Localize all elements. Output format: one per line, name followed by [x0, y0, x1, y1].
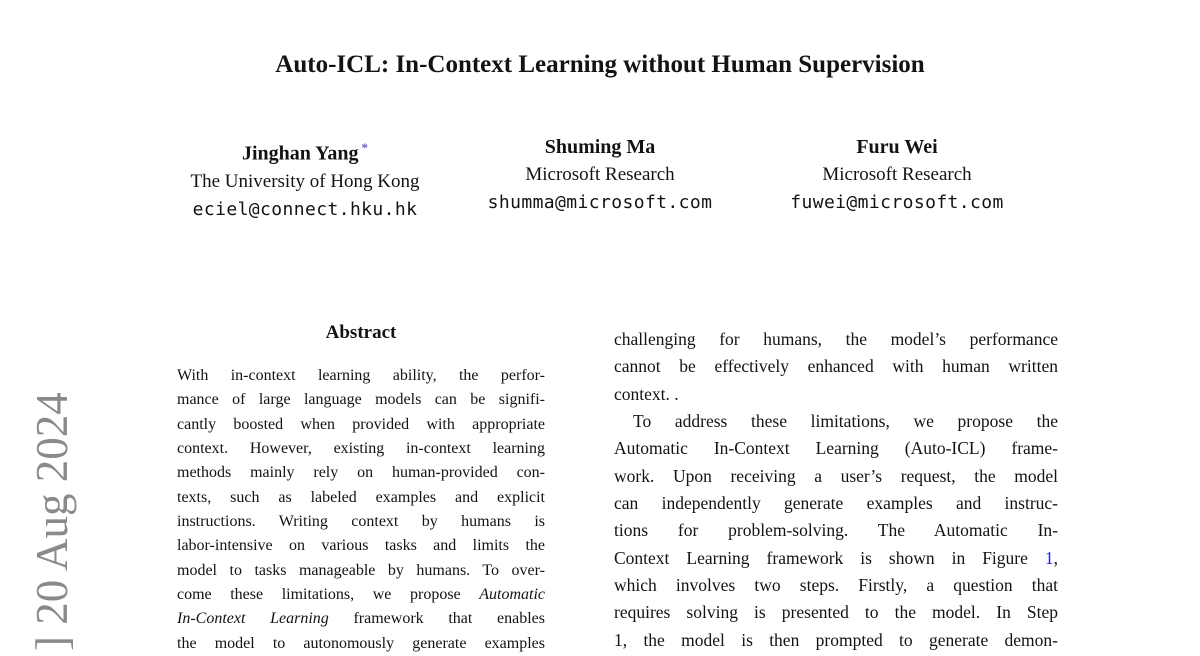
arxiv-date-stamp: ] 20 Aug 2024 — [27, 392, 77, 651]
text-line — [177, 534, 545, 558]
author-name-text: Shuming Ma — [544, 136, 656, 158]
text-line — [614, 599, 1058, 626]
text-line — [177, 583, 545, 607]
author-name — [755, 135, 1039, 160]
text-line — [614, 572, 1058, 599]
author-name-text: Jinghan Yang — [241, 142, 359, 165]
author-email: shumma@microsoft.com — [487, 192, 713, 213]
text-segment: instructions. Writing context by humans is — [177, 513, 545, 531]
text-segment: the model to autonomously generate examples — [177, 634, 545, 652]
text-line — [177, 413, 545, 437]
text-line — [177, 607, 545, 631]
text-segment: challenging for humans, the model’s performance — [614, 329, 1058, 349]
text-segment: texts, such as labeled examples and explicit — [177, 488, 545, 506]
text-segment: context. . — [614, 383, 679, 404]
text-segment: cantly boosted when provided with appropriate — [177, 415, 545, 433]
body-text-column-right — [614, 326, 1058, 654]
author-affiliation: Microsoft Research — [525, 164, 675, 185]
text-segment: come these limitations, we propose — [177, 586, 480, 604]
author-name — [143, 135, 467, 167]
text-segment: work. Upon receiving a user’s request, the model — [614, 465, 1058, 486]
text-line — [614, 545, 1058, 572]
text-segment: framework that enables — [328, 610, 545, 628]
text-line — [614, 627, 1058, 654]
author-name — [458, 135, 742, 160]
author-block — [143, 135, 467, 224]
text-segment: Automatic — [479, 586, 545, 604]
text-segment: tions for problem-solving. The Automatic In- — [614, 520, 1058, 541]
text-line — [614, 463, 1058, 490]
text-line — [177, 486, 545, 510]
text-segment: labor-intensive on various tasks and limits the — [177, 537, 545, 555]
text-segment: Automatic In-Context Learning (Auto-ICL) frame- — [614, 438, 1058, 459]
paper-title: Auto-ICL: In-Context Learning without Human Supervision — [275, 51, 925, 78]
author-email: fuwei@microsoft.com — [790, 192, 1004, 213]
text-line — [614, 435, 1058, 462]
text-line — [177, 559, 545, 583]
text-segment: can independently generate examples and instruc- — [614, 493, 1058, 514]
text-segment: In-Context Learning — [177, 610, 329, 628]
author-name-text: Furu Wei — [856, 136, 938, 158]
text-line — [614, 408, 1058, 435]
text-line — [177, 388, 545, 412]
author-block — [458, 135, 742, 217]
text-line — [614, 326, 1058, 353]
abstract-heading: Abstract — [325, 322, 397, 343]
text-segment: model to tasks manageable by humans. To over- — [177, 561, 545, 579]
text-segment: Context Learning framework is shown in Figure — [614, 547, 1045, 568]
text-segment: mance of large language models can be signifi- — [177, 391, 545, 409]
text-segment: cannot be effectively enhanced with human written — [614, 356, 1058, 377]
author-block — [755, 135, 1039, 217]
text-segment: With in-context learning ability, the perfor- — [177, 367, 545, 384]
text-segment: context. However, existing in-context learning — [177, 440, 545, 458]
text-line — [177, 461, 545, 485]
abstract-text-column — [177, 364, 545, 656]
text-line — [177, 364, 545, 388]
text-segment: 1, the model is then prompted to generate demon- — [614, 629, 1058, 650]
text-line — [177, 510, 545, 534]
text-line — [177, 437, 545, 461]
author-affiliation: The University of Hong Kong — [190, 170, 420, 192]
text-segment: , — [1053, 547, 1058, 568]
text-line — [177, 632, 545, 656]
author-email: eciel@connect.hku.hk — [192, 198, 418, 220]
text-line — [614, 517, 1058, 544]
text-segment: To address these limitations, we propose the — [633, 411, 1058, 432]
text-line — [614, 381, 1058, 408]
text-line — [614, 353, 1058, 380]
figure-ref-link[interactable]: 1 — [1044, 547, 1054, 568]
text-segment: which involves two steps. Firstly, a question that — [614, 575, 1058, 596]
text-line — [614, 490, 1058, 517]
author-affiliation: Microsoft Research — [822, 164, 972, 185]
text-segment: methods mainly rely on human-provided con- — [177, 464, 545, 482]
footnote-marker: * — [361, 140, 369, 155]
text-segment: requires solving is presented to the model. In Step — [614, 602, 1058, 623]
